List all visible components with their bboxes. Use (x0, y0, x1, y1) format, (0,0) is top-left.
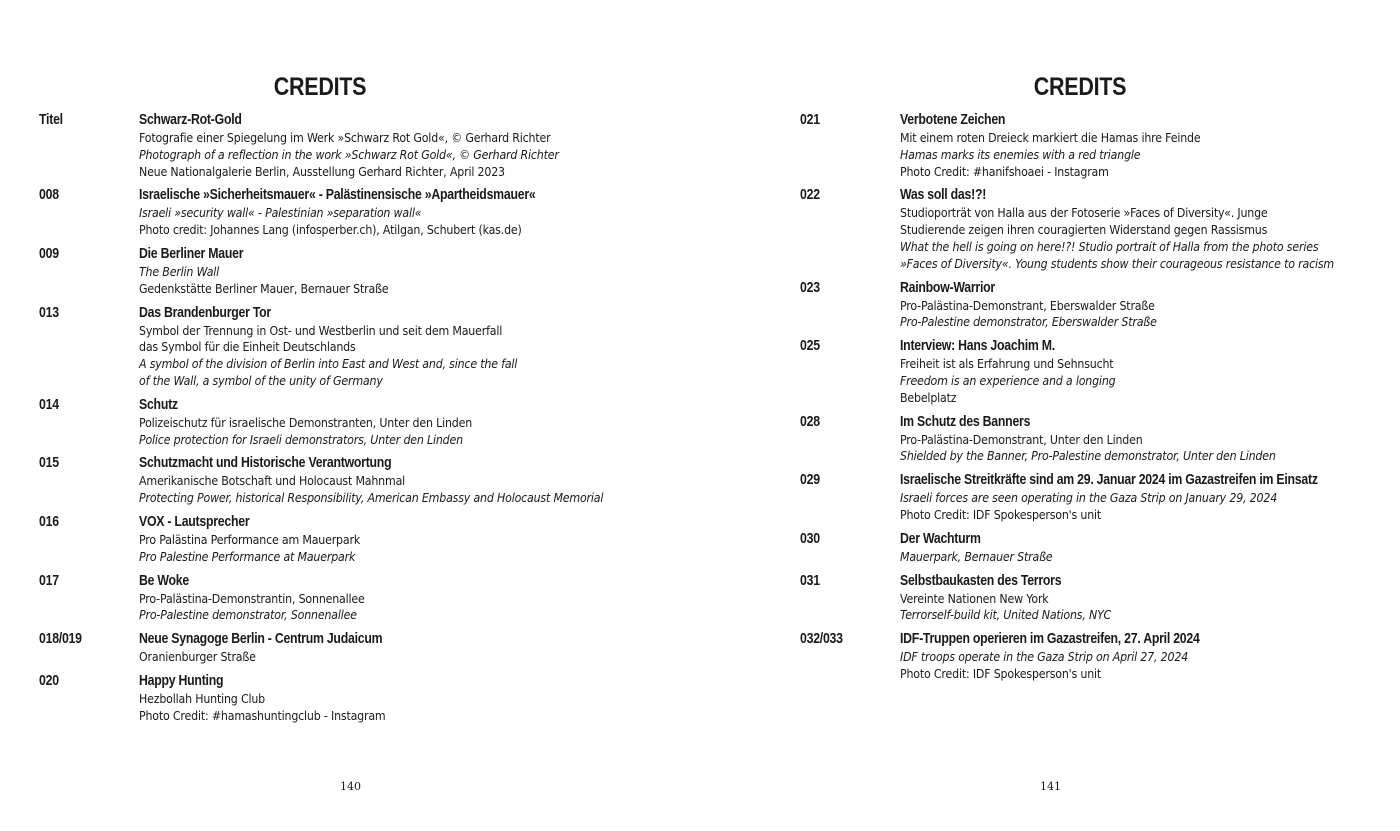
credits-list (800, 110, 1400, 688)
credit-page-ref: 014 (39, 395, 59, 413)
credit-page-ref: 015 (39, 454, 59, 472)
credit-line-english: Pro-Palestine demonstrator, Eberswalder Straße (900, 315, 1157, 330)
credit-line: Freiheit ist als Erfahrung und Sehnsucht (900, 357, 1114, 372)
credit-body (139, 512, 679, 566)
credit-heading: Schutz (139, 395, 178, 413)
credit-line-english: Hamas marks its enemies with a red triangle (900, 147, 1141, 162)
credit-line: Pro Palästina Performance am Mauerpark (139, 532, 361, 547)
credit-heading: Interview: Hans Joachim M. (900, 337, 1055, 355)
credit-line-english: Mauerpark, Bernauer Straße (900, 549, 1053, 564)
credit-page-ref: 028 (800, 412, 820, 430)
credit-entry (39, 303, 679, 390)
credit-entry (39, 395, 679, 449)
credit-heading: Israelische Streitkräfte sind am 29. Januar 2024 im Gazastreifen im Einsatz (900, 471, 1318, 489)
credit-entry (39, 629, 679, 666)
credit-entry (800, 185, 1400, 272)
credit-line: Polizeischutz für israelische Demonstranten, Unter den Linden (139, 415, 473, 430)
page-number: 141 (1040, 780, 1061, 793)
credit-body (139, 110, 679, 180)
credit-entry (800, 529, 1400, 566)
credit-entry (39, 671, 679, 725)
credit-body (900, 278, 1400, 332)
credit-line-english: IDF troops operate in the Gaza Strip on April 27, 2024 (900, 650, 1189, 665)
credit-page-ref: 018/019 (39, 630, 82, 648)
credits-list (39, 110, 679, 730)
credit-line: Oranienburger Straße (139, 650, 256, 665)
right-page (700, 0, 1400, 831)
credit-heading: Selbstbaukasten des Terrors (900, 571, 1062, 589)
credit-body (900, 571, 1400, 625)
credit-heading: Be Woke (139, 571, 190, 589)
credit-heading: Neue Synagoge Berlin - Centrum Judaicum (139, 630, 383, 648)
credit-body (900, 185, 1400, 272)
credit-line: Hezbollah Hunting Club (139, 691, 265, 706)
credit-heading: Verbotene Zeichen (900, 111, 1006, 128)
credit-heading: Schwarz-Rot-Gold (139, 111, 242, 128)
credit-line-english: Pro-Palestine demonstrator, Sonnenallee (139, 608, 357, 623)
credit-line: Amerikanische Botschaft und Holocaust Mahnmal (139, 474, 406, 489)
credit-line: Photo Credit: IDF Spokesperson's unit (900, 666, 1102, 681)
credit-page-ref: 032/033 (800, 630, 843, 648)
credit-line: Photo Credit: #hamashuntingclub - Instagram (139, 708, 386, 723)
credit-body (139, 303, 679, 390)
credit-entry (39, 512, 679, 566)
credit-body (139, 571, 679, 625)
credit-body (139, 244, 679, 298)
credit-heading: Im Schutz des Banners (900, 412, 1031, 430)
credit-heading: IDF-Truppen operieren im Gazastreifen, 27. April 2024 (900, 630, 1200, 648)
credit-line-english: Shielded by the Banner, Pro-Palestine demonstrator, Unter den Linden (900, 449, 1276, 464)
credit-line-english: »Faces of Diversity«. Young students show their courageous resistance to racism (900, 256, 1334, 271)
credit-heading: Das Brandenburger Tor (139, 303, 271, 321)
credit-page-ref: 017 (39, 571, 59, 589)
credit-body (900, 529, 1400, 566)
credit-line: Studioporträt von Halla aus der Fotoserie »Faces of Diversity«. Junge (900, 206, 1268, 221)
credit-entry (39, 185, 679, 239)
credit-body (900, 470, 1400, 524)
credit-line: Photo credit: Johannes Lang (infosperber.ch), Atilgan, Schubert (kas.de) (139, 223, 522, 238)
credit-page-ref: 031 (800, 571, 820, 589)
credit-page-ref: 009 (39, 244, 59, 262)
credit-line: das Symbol für die Einheit Deutschlands (139, 340, 356, 355)
credit-line: Symbol der Trennung in Ost- und Westberlin und seit dem Mauerfall (139, 323, 503, 338)
credit-entry (800, 571, 1400, 625)
credit-line-english: What the hell is going on here!?! Studio portrait of Halla from the photo series (900, 239, 1319, 254)
page-title: CREDITS (273, 73, 367, 101)
credit-body (900, 336, 1400, 406)
credit-line: Photo Credit: #hanifshoaei - Instagram (900, 164, 1109, 179)
credit-body (139, 671, 679, 725)
credit-body (139, 453, 679, 507)
credit-entry (39, 571, 679, 625)
credit-line-english: Pro Palestine Performance at Mauerpark (139, 549, 356, 564)
credit-entry (39, 453, 679, 507)
credit-line-english: Israeli forces are seen operating in the Gaza Strip on January 29, 2024 (900, 491, 1278, 506)
credit-body (900, 412, 1400, 466)
credit-page-ref: 016 (39, 512, 59, 530)
credit-heading: VOX - Lautsprecher (139, 512, 250, 530)
credit-line: Mit einem roten Dreieck markiert die Hamas ihre Feinde (900, 131, 1201, 145)
credit-line: Pro-Palästina-Demonstrant, Eberswalder Straße (900, 298, 1155, 313)
page-number: 140 (340, 780, 361, 793)
credit-entry (800, 278, 1400, 332)
credit-line-english: Protecting Power, historical Responsibility, American Embassy and Holocaust Memorial (139, 491, 604, 506)
credit-entry (800, 336, 1400, 406)
credit-body (139, 185, 679, 239)
credit-body (900, 110, 1400, 180)
credit-line-english: Terrorself-build kit, United Nations, NYC (900, 608, 1111, 623)
credit-entry (800, 470, 1400, 524)
credit-page-ref: 022 (800, 186, 820, 204)
credit-heading: Der Wachturm (900, 529, 981, 547)
credit-heading: Die Berliner Mauer (139, 244, 244, 262)
credit-line: Vereinte Nationen New York (900, 591, 1049, 606)
credit-page-ref: 023 (800, 278, 820, 296)
credit-page-ref: 030 (800, 529, 820, 547)
credit-line-english: Freedom is an experience and a longing (900, 373, 1116, 388)
credit-line: Pro-Palästina-Demonstrantin, Sonnenallee (139, 591, 365, 606)
credit-line: Photo Credit: IDF Spokesperson's unit (900, 507, 1102, 522)
page-title: CREDITS (1033, 73, 1127, 101)
credit-line: Gedenkstätte Berliner Mauer, Bernauer Straße (139, 281, 389, 296)
credit-page-ref: 029 (800, 471, 820, 489)
credit-line: Studierende zeigen ihren couragierten Widerstand gegen Rassismus (900, 223, 1268, 238)
credit-line-english: The Berlin Wall (139, 264, 220, 279)
credit-heading: Israelische »Sicherheitsmauer« - Palästinensische »Apartheidsmauer« (139, 186, 536, 204)
credit-page-ref: 025 (800, 337, 820, 355)
credit-line-english: A symbol of the division of Berlin into East and West and, since the fall (139, 357, 518, 372)
credit-entry (800, 629, 1400, 683)
credit-line: Bebelplatz (900, 390, 957, 405)
credit-page-ref: 021 (800, 111, 820, 128)
credit-entry (39, 244, 679, 298)
credit-heading: Rainbow-Warrior (900, 278, 995, 296)
credit-page-ref: 020 (39, 671, 59, 689)
credit-line: Neue Nationalgalerie Berlin, Ausstellung Gerhard Richter, April 2023 (139, 164, 505, 179)
credit-page-ref: 013 (39, 303, 59, 321)
credit-heading: Schutzmacht und Historische Verantwortung (139, 454, 392, 472)
credit-page-ref: Titel (39, 111, 63, 128)
credit-heading: Was soll das!?! (900, 186, 987, 204)
credit-line: Fotografie einer Spiegelung im Werk »Schwarz Rot Gold«, © Gerhard Richter (139, 131, 551, 145)
credit-line-english: Israeli »security wall« - Palestinian »separation wall« (139, 206, 422, 221)
credit-heading: Happy Hunting (139, 671, 224, 689)
credit-line-english: of the Wall, a symbol of the unity of Germany (139, 373, 383, 388)
credit-body (900, 629, 1400, 683)
credit-line-english: Police protection for Israeli demonstrators, Unter den Linden (139, 432, 463, 447)
credit-body (139, 629, 679, 666)
credit-line-english: Photograph of a reflection in the work »Schwarz Rot Gold«, © Gerhard Richter (139, 147, 559, 162)
credit-entry (39, 110, 679, 180)
credit-entry (800, 412, 1400, 466)
credit-page-ref: 008 (39, 186, 59, 204)
credit-line: Pro-Palästina-Demonstrant, Unter den Linden (900, 432, 1143, 447)
credit-body (139, 395, 679, 449)
credit-entry (800, 110, 1400, 180)
